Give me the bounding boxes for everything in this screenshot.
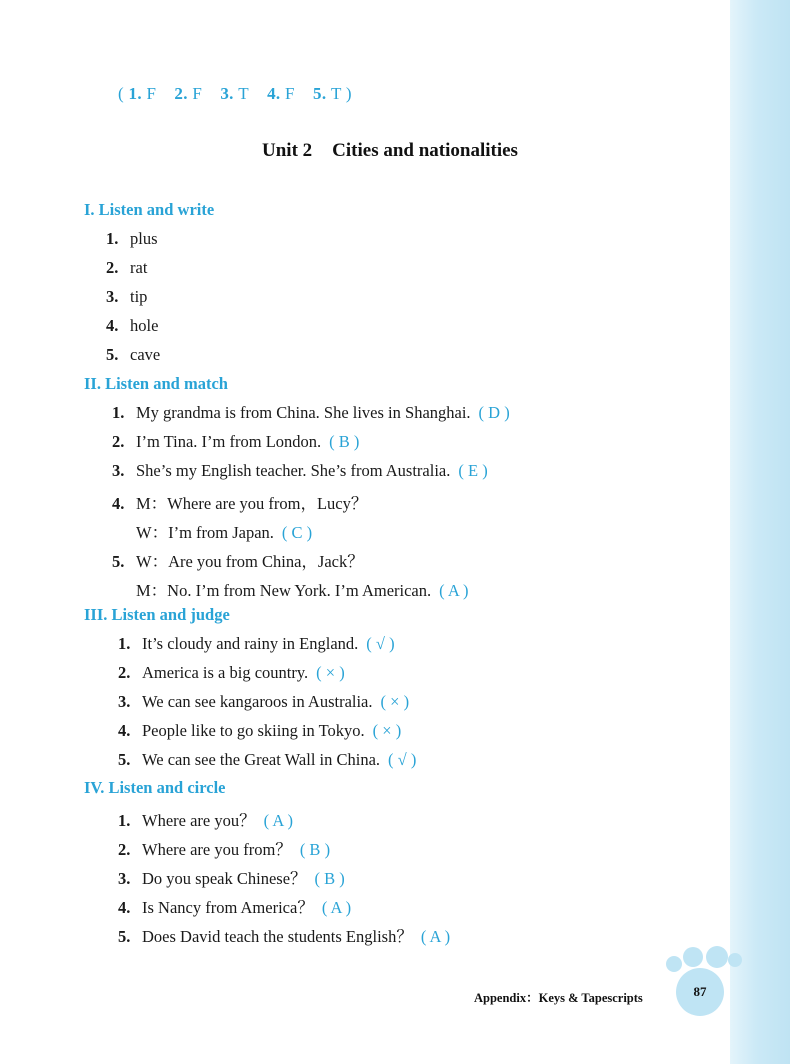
list-item: 5. We can see the Great Wall in China. ( √ ) — [118, 750, 417, 769]
list-item: 1. Where are you？ ( A ) — [118, 811, 293, 830]
answer-value: T — [330, 84, 342, 103]
answer-value: T — [238, 84, 249, 103]
answer-text: ( A ) — [321, 898, 352, 917]
unit-label: Unit 2 — [262, 140, 313, 161]
section-title: IV. Listen and circle — [84, 778, 226, 797]
unit-title: Cities and nationalities — [332, 140, 518, 161]
list-item: 2. I’m Tina. I’m from London. ( B ) — [112, 432, 360, 451]
answer-text: ( × ) — [372, 721, 402, 740]
list-item: 3. She’s my English teacher. She’s from Australia. ( E ) — [112, 461, 488, 480]
list-item: 2. Where are you from？ ( B ) — [118, 840, 331, 859]
list-item: 4. M：Where are you from，Lucy？ — [112, 494, 368, 513]
answer-number: 4. — [267, 84, 281, 103]
list-item: 5. cave — [106, 345, 161, 364]
answer-text: ( A ) — [420, 927, 451, 946]
list-item: 3. Do you speak Chinese？ ( B ) — [118, 869, 345, 888]
answers-open-paren: ( — [118, 84, 124, 103]
answer-number: 3. — [220, 84, 234, 103]
answer-number: 5. — [313, 84, 327, 103]
list-item: 1. My grandma is from China. She lives in Shanghai. ( D ) — [112, 403, 510, 422]
answer-text: ( A ) — [263, 811, 293, 830]
footer-text: Appendix：Keys & Tapescripts — [474, 991, 643, 1005]
list-item: W：I’m from Japan. ( C ) — [136, 523, 313, 542]
list-item: 1. It’s cloudy and rainy in England. ( √ ) — [118, 634, 395, 653]
answer-text: ( C ) — [281, 523, 313, 542]
answer-text: ( √ ) — [366, 634, 395, 653]
paw-toe-icon — [666, 956, 682, 972]
answer-text: ( × ) — [316, 663, 345, 682]
answers-close-paren: ) — [345, 84, 352, 103]
answer-number: 1. — [128, 84, 142, 103]
paw-toe-icon — [683, 947, 703, 967]
answer-text: ( × ) — [380, 692, 410, 711]
page-edge-decoration — [730, 0, 790, 1064]
answer-text: ( B ) — [329, 432, 360, 451]
list-item: 1. plus — [106, 229, 158, 248]
list-item: 5. W：Are you from China，Jack？ — [112, 552, 364, 571]
list-item: 3. We can see kangaroos in Australia. ( × ) — [118, 692, 410, 711]
list-item: 2. rat — [106, 258, 148, 277]
paw-toe-icon — [728, 953, 742, 967]
list-item: 4. hole — [106, 316, 159, 335]
answer-number: 2. — [174, 84, 188, 103]
paw-toe-icon — [706, 946, 728, 968]
answer-text: ( √ ) — [388, 750, 417, 769]
previous-answers-line — [118, 84, 352, 104]
answer-value: F — [146, 84, 157, 103]
answer-text: ( D ) — [478, 403, 510, 422]
list-item: 2. America is a big country. ( × ) — [118, 663, 345, 682]
answer-value: F — [192, 84, 203, 103]
list-item: M：No. I’m from New York. I’m American. ( A ) — [136, 581, 469, 600]
section-title: III. Listen and judge — [84, 605, 230, 624]
unit-heading — [262, 140, 518, 162]
page-number: 87 — [676, 968, 724, 1016]
answer-text: ( A ) — [439, 581, 469, 600]
answer-value: F — [285, 84, 295, 103]
list-item: 3. tip — [106, 287, 148, 306]
section-title: II. Listen and match — [84, 374, 228, 393]
answer-text: ( B ) — [314, 869, 345, 888]
answer-text: ( E ) — [458, 461, 488, 480]
list-item: 4. People like to go skiing in Tokyo. ( × ) — [118, 721, 402, 740]
answer-text: ( B ) — [299, 840, 331, 859]
list-item: 4. Is Nancy from America？ ( A ) — [118, 898, 352, 917]
section-title: I. Listen and write — [84, 200, 215, 219]
list-item: 5. Does David teach the students English？ ( A ) — [118, 927, 451, 946]
